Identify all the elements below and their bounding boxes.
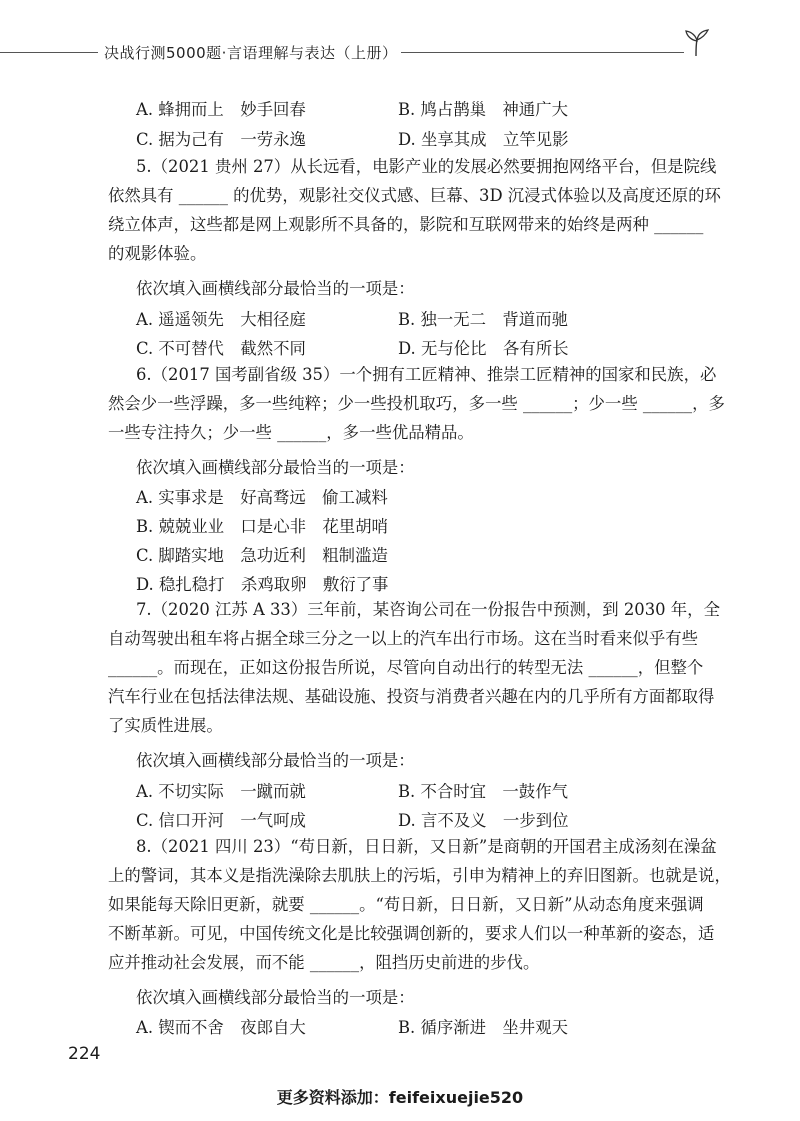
q6-prompt: 依次填入画横线部分最恰当的一项是：: [136, 458, 415, 477]
q8-stem-line: 如果能每天除旧更新，就要 ______。“苟日新，日日新，又日新”从动态角度来强调: [108, 895, 704, 914]
sprout-icon: [676, 28, 716, 62]
q4-option-b: B. 鸠占鹊巢 神通广大: [398, 100, 568, 119]
q7-option-d: D. 言不及义 一步到位: [398, 811, 569, 830]
q7-option-b: B. 不合时宜 一鼓作气: [398, 782, 568, 801]
q8-option-b: B. 循序渐进 坐井观天: [398, 1018, 568, 1037]
q8-prompt: 依次填入画横线部分最恰当的一项是：: [136, 988, 415, 1007]
q6-stem-line: 6.（2017 国考副省级 35）一个拥有工匠精神、推崇工匠精神的国家和民族，必: [136, 365, 717, 384]
q8-stem-line: 不断革新。可见，中国传统文化是比较强调创新的，要求人们以一种革新的姿态，适: [108, 924, 715, 943]
header-rule-right: [372, 52, 684, 53]
q6-stem-line: 一些专注持久；少一些 ______，多一些优品精品。: [108, 423, 474, 442]
q5-option-c: C. 不可替代 截然不同: [136, 339, 306, 358]
q8-stem-line: 上的警词，其本义是指洗澡除去肌肤上的污垢，引申为精神上的弃旧图新。也就是说，: [108, 866, 731, 885]
q4-option-c: C. 据为己有 一劳永逸: [136, 130, 306, 149]
q5-option-a: A. 遥遥领先 大相径庭: [136, 310, 306, 329]
q7-stem-line: 了实质性进展。: [108, 716, 223, 735]
q6-option-a: A. 实事求是 好高骛远 偷工减料: [136, 488, 388, 507]
q7-stem-line: 汽车行业在包括法律法规、基础设施、投资与消费者兴趣在内的几乎所有方面都取得: [108, 687, 715, 706]
q4-option-a: A. 蜂拥而上 妙手回春: [136, 100, 306, 119]
q5-prompt: 依次填入画横线部分最恰当的一项是：: [136, 279, 415, 298]
q5-option-d: D. 无与伦比 各有所长: [398, 339, 569, 358]
page-number: 224: [68, 1044, 101, 1064]
q7-stem-line: ______。而现在，正如这份报告所说，尽管向自动出行的转型无法 ______，但整个: [108, 658, 704, 677]
q4-option-d: D. 坐享其成 立竿见影: [398, 130, 569, 149]
q5-stem-line: 5.（2021 贵州 27）从长远看，电影产业的发展必然要拥抱网络平台，但是院线: [136, 157, 717, 176]
q5-stem-line: 依然具有 ______ 的优势，观影社交仪式感、巨幕、3D 沉浸式体验以及高度还原的环: [108, 186, 721, 205]
q7-stem-line: 自动驾驶出租车将占据全球三分之一以上的汽车出行市场。这在当时看来似乎有些: [108, 629, 699, 648]
q8-stem-line: 8.（2021 四川 23）“苟日新，日日新，又日新”是商朝的开国君主成汤刻在澡盆: [136, 837, 717, 856]
q7-option-a: A. 不切实际 一蹴而就: [136, 782, 306, 801]
q6-option-b: B. 兢兢业业 口是心非 花里胡哨: [136, 517, 388, 536]
q7-prompt: 依次填入画横线部分最恰当的一项是：: [136, 751, 415, 770]
q6-option-d: D. 稳扎稳打 杀鸡取卵 敷衍了事: [136, 575, 389, 594]
q5-stem-line: 绕立体声，这些都是网上观影所不具备的，影院和互联网带来的始终是两种 ______: [108, 215, 704, 234]
running-header-title: 决战行测5000题·言语理解与表达（上册）: [100, 42, 401, 63]
q8-option-a: A. 锲而不舍 夜郎自大: [136, 1018, 306, 1037]
q7-stem-line: 7.（2020 江苏 A 33）三年前，某咨询公司在一份报告中预测，到 2030 年，全: [136, 600, 720, 619]
q8-stem-line: 应并推动社会发展，而不能 ______，阻挡历史前进的步伐。: [108, 953, 540, 972]
footer-contact-note: 更多资料添加：feifeixuejie520: [276, 1088, 524, 1107]
q6-option-c: C. 脚踏实地 急功近利 粗制滥造: [136, 546, 388, 565]
header-rule-left: [0, 52, 98, 53]
q7-option-c: C. 信口开河 一气呵成: [136, 811, 306, 830]
q5-option-b: B. 独一无二 背道而驰: [398, 310, 568, 329]
q6-stem-line: 然会少一些浮躁，多一些纯粹；少一些投机取巧，多一些 ______；少一些 ______，多: [108, 394, 725, 413]
q5-stem-line: 的观影体验。: [108, 244, 207, 263]
